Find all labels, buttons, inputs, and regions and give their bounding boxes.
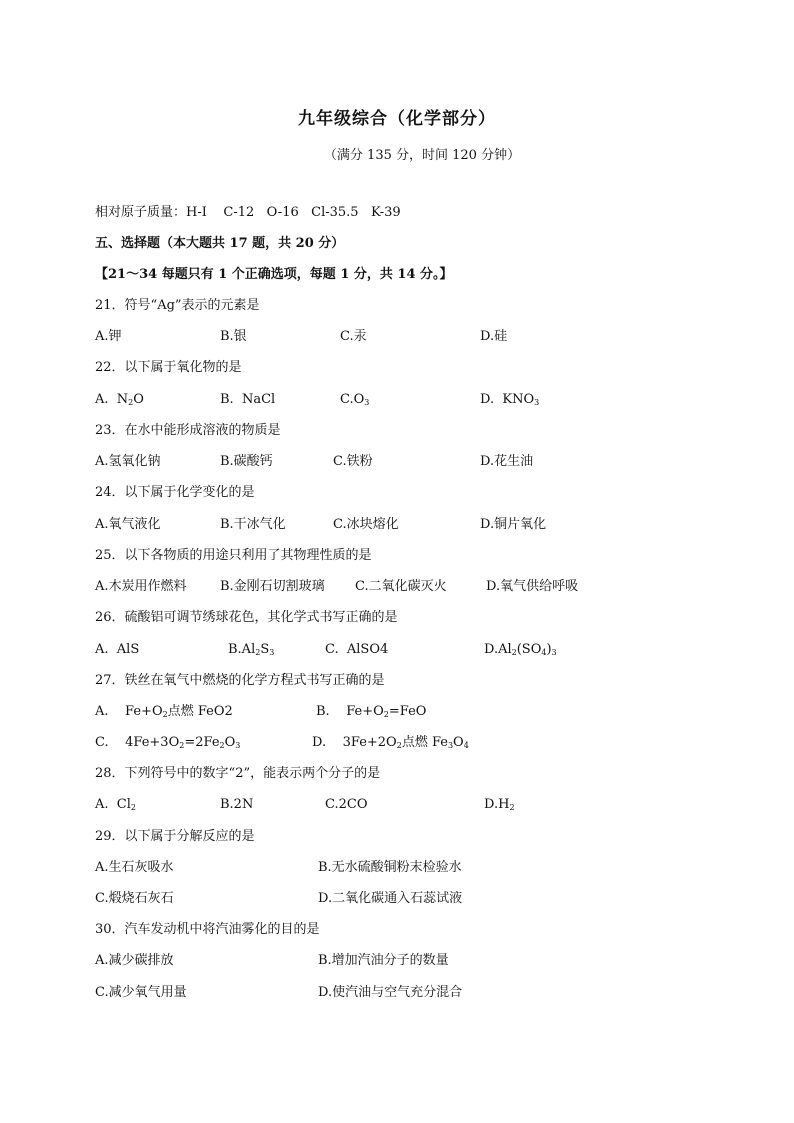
question-stem: 24．以下属于化学变化的是 bbox=[95, 485, 255, 500]
question-stem: 21．符号“Ag”表示的元素是 bbox=[95, 298, 260, 313]
option-d: D.硅 bbox=[480, 329, 508, 344]
option-c: C. $4Fe+3O_2=2Fe_2O_3$ bbox=[95, 735, 241, 750]
option-b: B.银 bbox=[220, 329, 247, 344]
option-c: C.铁粉 bbox=[333, 454, 373, 469]
page-title: 九年级综合（化学部分） bbox=[298, 109, 496, 129]
question-stem: 23．在水中能形成溶液的物质是 bbox=[95, 423, 281, 438]
option-d: D.氧气供给呼吸 bbox=[486, 579, 579, 594]
option-c: C.2CO bbox=[325, 797, 368, 812]
option-c: $C.O_3$ bbox=[340, 392, 370, 407]
option-d: D. $KNO_3$ bbox=[480, 392, 540, 407]
question-stem: 30．汽车发动机中将汽油雾化的目的是 bbox=[95, 922, 320, 937]
question-stem: 25．以下各物质的用途只利用了其物理性质的是 bbox=[95, 548, 372, 563]
option-d: D. $3Fe+2O_2$点燃 $Fe_3O_4$ bbox=[312, 735, 469, 750]
option-a: A.氢氧化钠 bbox=[95, 454, 161, 469]
option-a: A. $N_2O$ bbox=[95, 392, 144, 407]
option-b: B. NaCl bbox=[220, 392, 276, 407]
option-a: A. $Cl_2$ bbox=[95, 797, 136, 812]
option-a: A.木炭用作燃料 bbox=[95, 579, 187, 594]
option-a: A. AlS bbox=[95, 642, 140, 657]
question-stem: 22．以下属于氧化物的是 bbox=[95, 360, 242, 375]
option-c: C.煅烧石灰石 bbox=[95, 891, 174, 906]
option-b: B.干冰气化 bbox=[220, 517, 286, 532]
question-stem: 28．下列符号中的数字“2”，能表示两个分子的是 bbox=[95, 766, 381, 781]
option-d: D.使汽油与空气充分混合 bbox=[318, 985, 463, 1000]
question-stem: 26．硫酸铝可调节绣球花色，其化学式书写正确的是 bbox=[95, 610, 398, 625]
option-d: $D.Al_2(SO_4)_3$ bbox=[484, 642, 557, 657]
option-a: A. $Fe+O_2$点燃 FeO2 bbox=[95, 704, 233, 719]
option-c: C.冰块熔化 bbox=[333, 517, 399, 532]
option-d: D.铜片氧化 bbox=[480, 517, 547, 532]
option-a: A.钾 bbox=[95, 329, 122, 344]
option-a: A.氧气液化 bbox=[95, 517, 161, 532]
question-stem: 27．铁丝在氧气中燃烧的化学方程式书写正确的是 bbox=[95, 673, 385, 688]
option-d: D.二氧化碳通入石蕊试液 bbox=[318, 891, 463, 906]
option-b: B.金刚石切割玻璃 bbox=[220, 579, 325, 594]
option-b: B.2N bbox=[220, 797, 254, 812]
option-c: C. AlSO4 bbox=[325, 642, 389, 657]
option-b: B.无水硫酸铜粉末检验水 bbox=[318, 860, 462, 875]
option-b: B. $Fe+O_2=FeO$ bbox=[316, 704, 427, 719]
option-c: C.二氧化碳灭火 bbox=[355, 579, 447, 594]
page-subtitle: （满分 135 分，时间 120 分钟） bbox=[323, 148, 521, 163]
section-instruction: 【21～34 每题只有 1 个正确选项，每题 1 分，共 14 分。】 bbox=[95, 267, 453, 282]
atomic-mass-line: 相对原子质量：H-I C-12 O-16 Cl-35.5 K-39 bbox=[95, 205, 401, 220]
option-d: D.花生油 bbox=[480, 454, 534, 469]
option-a: A.减少碳排放 bbox=[95, 953, 174, 968]
option-a: A.生石灰吸水 bbox=[95, 860, 174, 875]
question-stem: 29．以下属于分解反应的是 bbox=[95, 829, 255, 844]
option-b: $B.Al_2S_3$ bbox=[228, 642, 275, 657]
option-d: $D.H_2$ bbox=[484, 797, 515, 812]
option-b: B.碳酸钙 bbox=[220, 454, 273, 469]
option-b: B.增加汽油分子的数量 bbox=[318, 953, 449, 968]
section-heading: 五、选择题（本大题共 17 题，共 20 分） bbox=[95, 236, 345, 251]
option-c: C.汞 bbox=[340, 329, 367, 344]
option-c: C.减少氧气用量 bbox=[95, 985, 187, 1000]
